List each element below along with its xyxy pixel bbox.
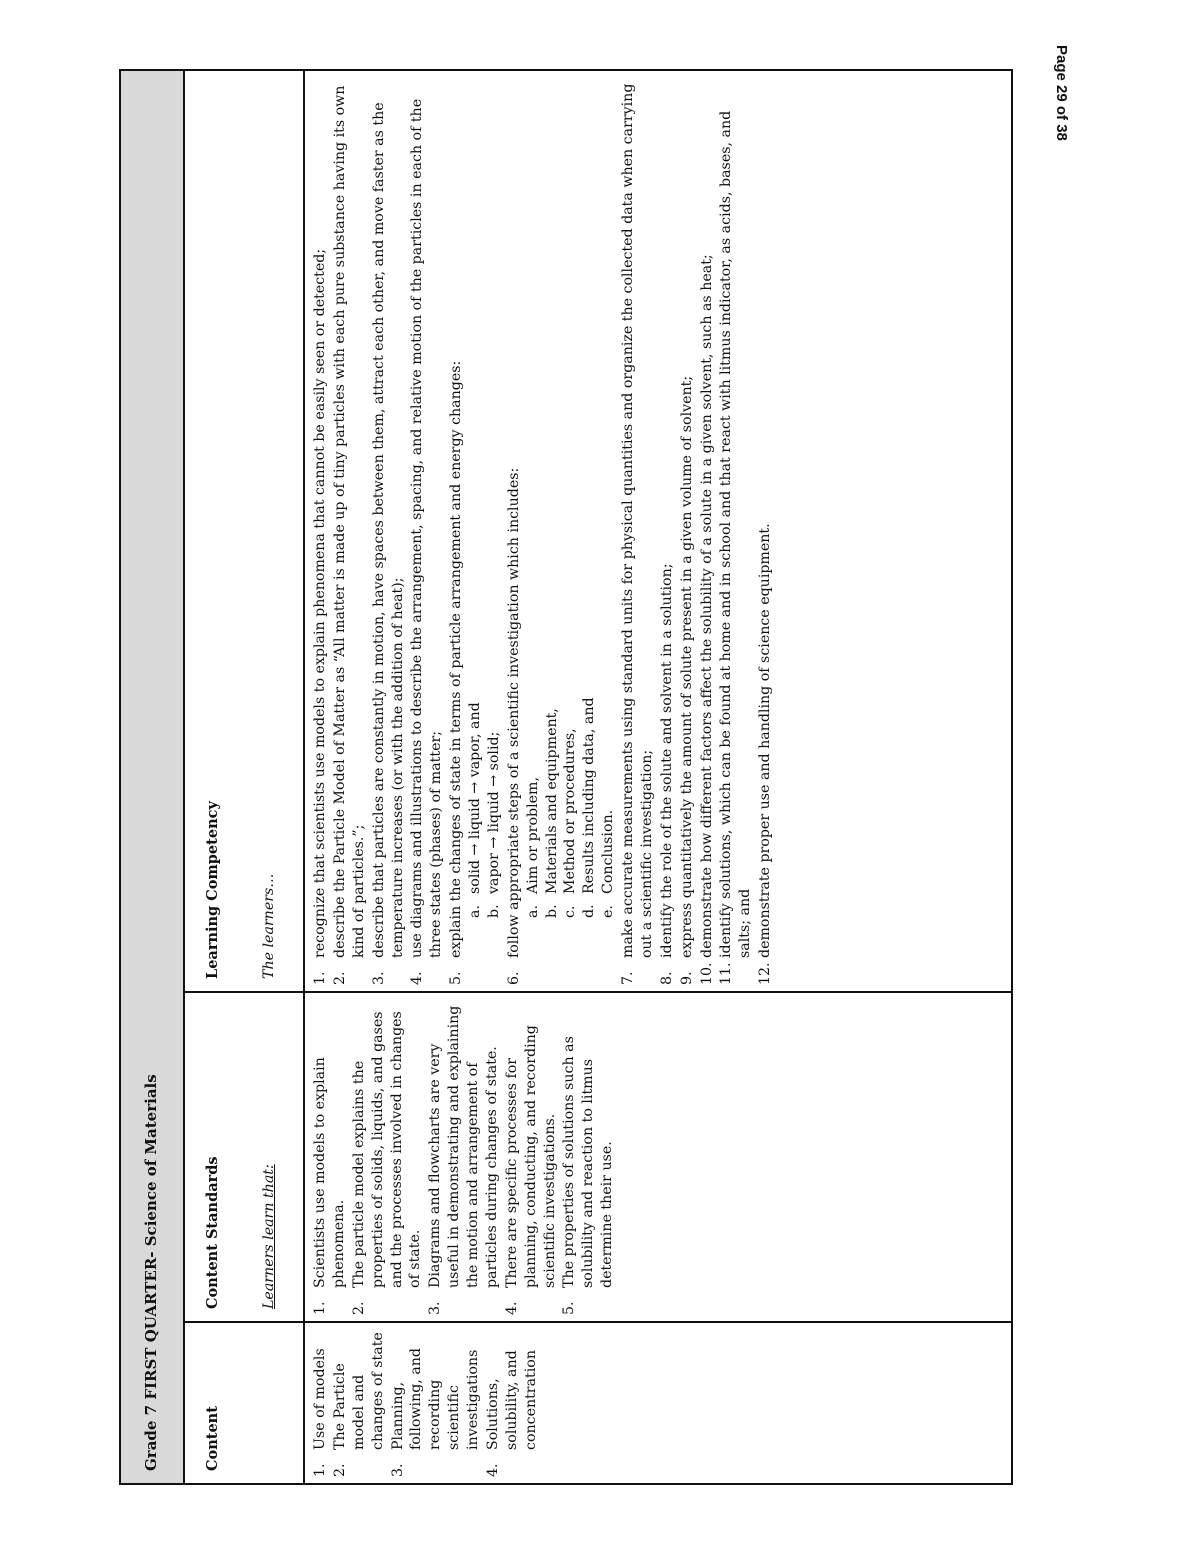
list-item: 3. describe that particles are constantly in motion, have spaces between them, attract each other, and move faster as the temperature increases (or with the addition of heat); xyxy=(370,102,406,985)
list-item: 2. describe the Particle Model of Matter as “All matter is made up of tiny particles with each pure substance having its own kind of particles.”; xyxy=(331,85,367,985)
list-item: 12. demonstrate proper use and handling of science equipment. xyxy=(757,523,774,985)
state-changes-list xyxy=(466,77,504,920)
content-list xyxy=(311,1329,541,1479)
competency-header-cell xyxy=(184,70,304,992)
page-number: Page 29 of 38 xyxy=(1053,45,1070,141)
list-item: 1. Use of models xyxy=(312,1348,328,1477)
standards-cell xyxy=(304,992,1012,1322)
list-item: a. solid → liquid → vapor, and xyxy=(467,702,483,918)
list-item: d. Results including data, and xyxy=(581,697,598,918)
list-item: 10. demonstrate how different factors affect the solubility of a solute in a given solvent, such as heat; xyxy=(698,254,715,985)
list-item: b. Materials and equipment, xyxy=(543,708,560,918)
list-item: 2. The particle model explains the properties of solids, liquids, and gases and the processes involved in changes of state. xyxy=(350,1011,424,1315)
list-item: 4. There are specific processes for planning, conducting, and recording scientific investigations. xyxy=(503,1025,558,1315)
table-title: Grade 7 FIRST QUARTER- Science of Materials xyxy=(120,70,184,1484)
list-item: 6. follow appropriate steps of a scientific investigation which includes: a. Aim or problem, b. Materials and equipment, c. Method or procedures, d. Results including data, and e. Conclusion. xyxy=(505,77,618,987)
competency-cell xyxy=(304,70,1012,992)
list-item: 5. explain the changes of state in terms of particle arrangement and energy changes: a. solid → liquid → vapor, and b. vapor → liquid → solid; xyxy=(447,77,504,987)
list-item: 3. Planning, following, and recording scientific investigations xyxy=(389,1347,481,1477)
competency-list xyxy=(311,77,775,987)
competency-intro: The learners… xyxy=(261,873,278,979)
list-item: c. Method or procedures, xyxy=(562,728,579,918)
list-item: 8. identify the role of the solute and solvent in a solution; xyxy=(658,563,675,985)
curriculum-table-rotated xyxy=(119,69,1013,1485)
list-item: 2. The Particle model and changes of state xyxy=(331,1332,386,1477)
standards-intro: Learners learn that: xyxy=(261,1164,278,1309)
standards-header: Content Standards xyxy=(204,1156,221,1309)
list-item: e. Conclusion. xyxy=(600,809,617,918)
curriculum-table xyxy=(119,69,1013,1485)
list-item: 9. express quantitatively the amount of solute present in a given volume of solvent; xyxy=(678,375,695,985)
list-item: 1. Scientists use models to explain phenomena. xyxy=(312,1057,347,1315)
list-item: 4. use diagrams and illustrations to describe the arrangement, spacing, and relative motion of the particles in each of the three states (phases) of matter; xyxy=(409,98,445,985)
standards-header-cell xyxy=(184,992,304,1322)
list-item: 1. recognize that scientists use models to explain phenomena that cannot be easily seen or detected; xyxy=(312,248,328,985)
list-item: 7. make accurate measurements using standard units for physical quantities and organize the collected data when carrying out a scientific investigation; xyxy=(620,83,655,985)
list-item: a. Aim or problem, xyxy=(524,777,541,918)
list-item: 4. Solutions, solubility, and concentration xyxy=(484,1350,539,1477)
list-item: 3. Diagrams and flowcharts are very useful in demonstrating and explaining the motion and arrangement of particles during changes of state. xyxy=(427,1005,500,1315)
list-item: 11. identify solutions, which can be found at home and in school and that react with litmus indicator, as acids, bases, and salts; and xyxy=(718,110,754,985)
standards-list xyxy=(311,999,617,1317)
investigation-steps-list xyxy=(524,77,618,920)
list-item: b. vapor → liquid → solid; xyxy=(485,731,502,918)
competency-header: Learning Competency xyxy=(204,801,221,979)
content-header: Content xyxy=(204,1406,221,1471)
content-header-cell xyxy=(184,1322,304,1484)
list-item: 5. The properties of solutions such as solubility and reaction to litmus determine their use. xyxy=(561,1036,616,1315)
content-cell xyxy=(304,1322,1012,1484)
